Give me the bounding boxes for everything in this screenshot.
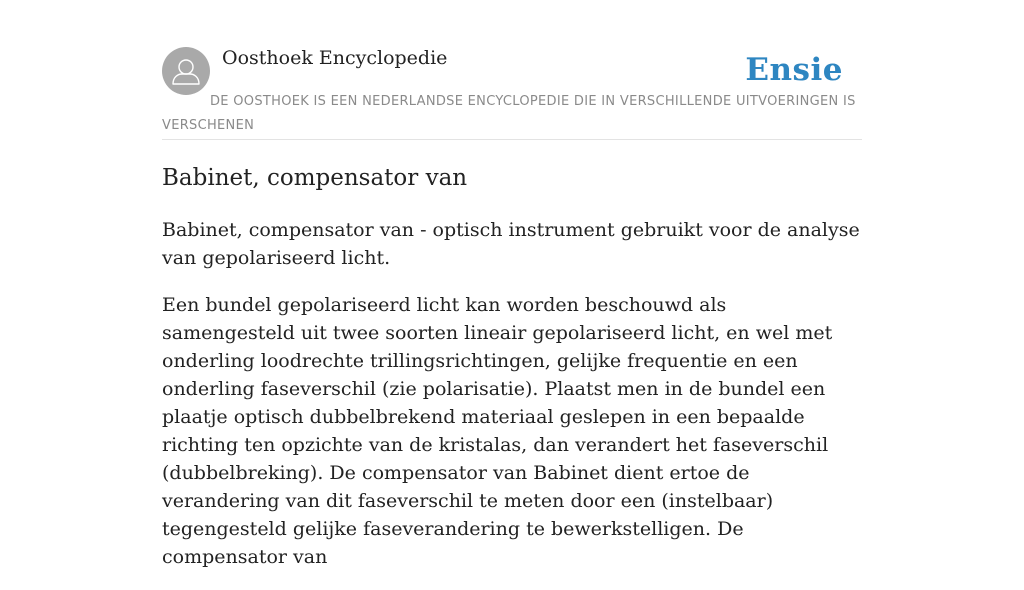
page-title: Babinet, compensator van: [162, 165, 468, 191]
brand-logo[interactable]: Ensie: [745, 52, 843, 88]
article-paragraph: Een bundel gepolariseerd licht kan worden beschouwd als samengesteld uit twee soorten lineair gepolariseerd licht, en wel met onderling loodrechte trillingsrichtingen, gelijke frequentie en een onderling faseverschil (zie polarisatie). Plaatst men in de bundel een plaatje optisch dubbelbrekend materiaal geslepen in een bepaalde richting ten opzichte van de kristalas, dan verandert het faseverschil (dubbelbreking). De compensator van Babinet dient ertoe de verandering van dit faseverschil te meten door een (instelbaar) tegengesteld gelijke faseverandering te bewerkstelligen. De compensator van: [162, 294, 833, 568]
avatar[interactable]: [162, 47, 210, 95]
page: [162, 0, 862, 568]
article-paragraph: Babinet, compensator van - optisch instrument gebruikt voor de analyse van gepolariseerd licht.: [162, 219, 860, 269]
user-icon: [162, 47, 210, 95]
site-name[interactable]: Oosthoek Encyclopedie: [222, 47, 448, 69]
article-body: [162, 216, 862, 590]
site-tagline: DE OOSTHOEK IS EEN NEDERLANDSE ENCYCLOPEDIE DIE IN VERSCHILLENDE UITVOERINGEN IS VERSCHENEN: [162, 94, 856, 133]
site-header: [162, 0, 862, 140]
